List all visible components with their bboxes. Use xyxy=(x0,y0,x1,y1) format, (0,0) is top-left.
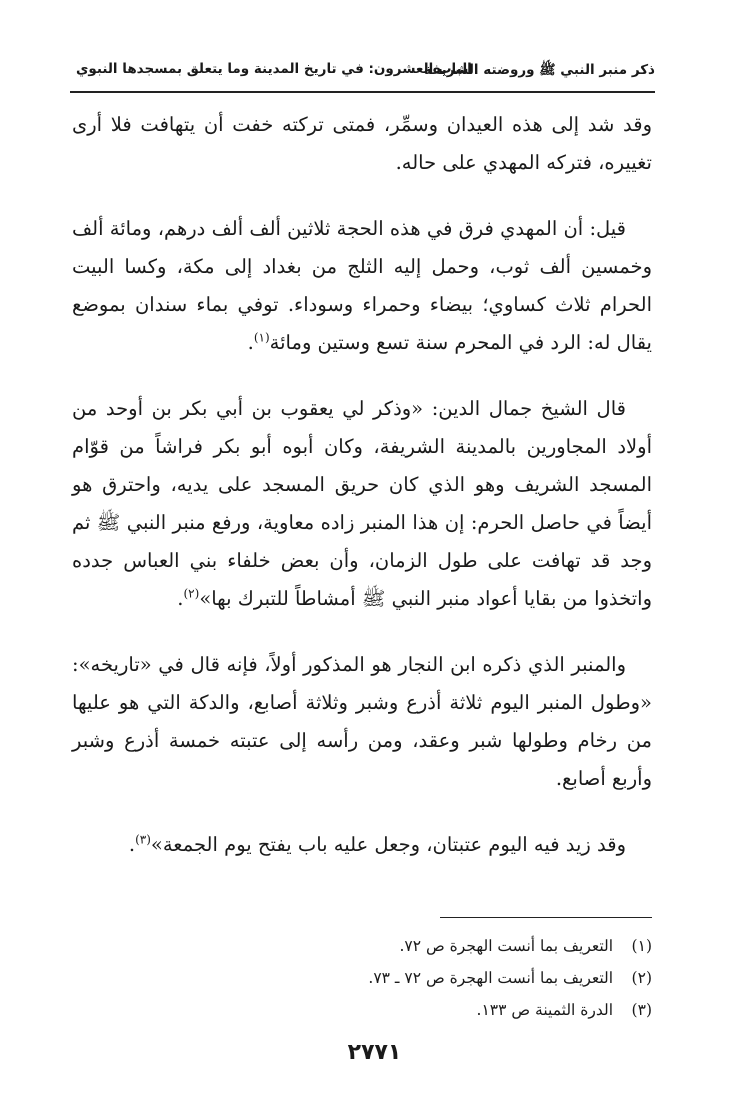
footnotes xyxy=(72,930,652,1026)
footnote-number: (٢) xyxy=(631,969,652,987)
header-section-title: الباب العشرون: في تاريخ المدينة وما يتعلق بمسجدها النبوي xyxy=(76,61,472,77)
footnote-text: التعريف بما أنست الهجرة ص ٧٢. xyxy=(399,937,614,955)
footnote-ref-2: (٢) xyxy=(183,586,200,601)
footnote-text: التعريف بما أنست الهجرة ص ٧٢ ـ ٧٣. xyxy=(368,969,614,987)
footnote-ref-3: (٣) xyxy=(135,832,151,847)
footnote-item xyxy=(72,962,652,994)
footnote-separator xyxy=(440,917,652,918)
page-number: ٢٧٧١ xyxy=(347,1040,402,1065)
footnote-item xyxy=(72,930,652,962)
paragraph-2: قيل: أن المهدي فرق في هذه الحجة ثلاثين ألف ألف درهم، ومائة ألف وخمسين ألف ثوب، وحمل إليه الثلج من بغداد إلى مكة، وكسا البيت الحرام ثلاث كساوي؛ بيضاء وحمراء وسوداء. توفي بماء سندان بموضع يقال له: الرد في المحرم سنة تسع وستين ومائة$^{(١)}$. xyxy=(72,217,652,354)
paragraph-4: والمنبر الذي ذكره ابن النجار هو المذكور أولاً، فإنه قال في «تاريخه»: «وطول المنبر اليوم ثلاثة أذرع وشبر وثلاثة أصابع، والدكة التي هو عليها من رخام وطولها شبر وعقد، ومن رأسه إلى عتبته خمسة أذرع وشبر وأربع أصابع. xyxy=(72,653,652,790)
paragraph-1: وقد شد إلى هذه العيدان وسمِّر، فمتى تركته خفت أن يتهافت فلا أرى تغييره، فتركه المهدي على حاله. xyxy=(72,113,652,174)
main-text xyxy=(72,106,652,892)
running-header xyxy=(70,55,655,93)
header-chapter-title: ذكر منبر النبي ﷺ وروضته الشريفة xyxy=(423,62,655,78)
footnote-number: (٣) xyxy=(631,1001,652,1019)
footnote-item xyxy=(72,994,652,1026)
footnote-text: الدرة الثمينة ص ١٣٣. xyxy=(476,1001,614,1019)
footnote-ref-1: (١) xyxy=(253,330,270,345)
paragraph-5: وقد زيد فيه اليوم عتبتان، وجعل عليه باب يفتح يوم الجمعة»$^{(٣)}$. xyxy=(128,832,626,856)
paragraph-3: قال الشيخ جمال الدين: «وذكر لي يعقوب بن أبي بكر بن أوحد من أولاد المجاورين بالمدينة الشريفة، وكان أبوه أبو بكر فراشاً من قوّام المسجد الشريف وهو الذي كان حريق المسجد على يديه، واحترق هو أيضاً في حاصل الحرم: إن هذا المنبر زاده معاوية، ورفع منبر النبي ﷺ ثم وجد قد تهافت على طول الزمان، وأن بعض خلفاء بني العباس جدده واتخذوا من بقايا أعواد منبر النبي ﷺ أمشاطاً للتبرك بها»$^{(٢)}$. xyxy=(72,397,652,610)
footnote-number: (١) xyxy=(631,937,652,955)
